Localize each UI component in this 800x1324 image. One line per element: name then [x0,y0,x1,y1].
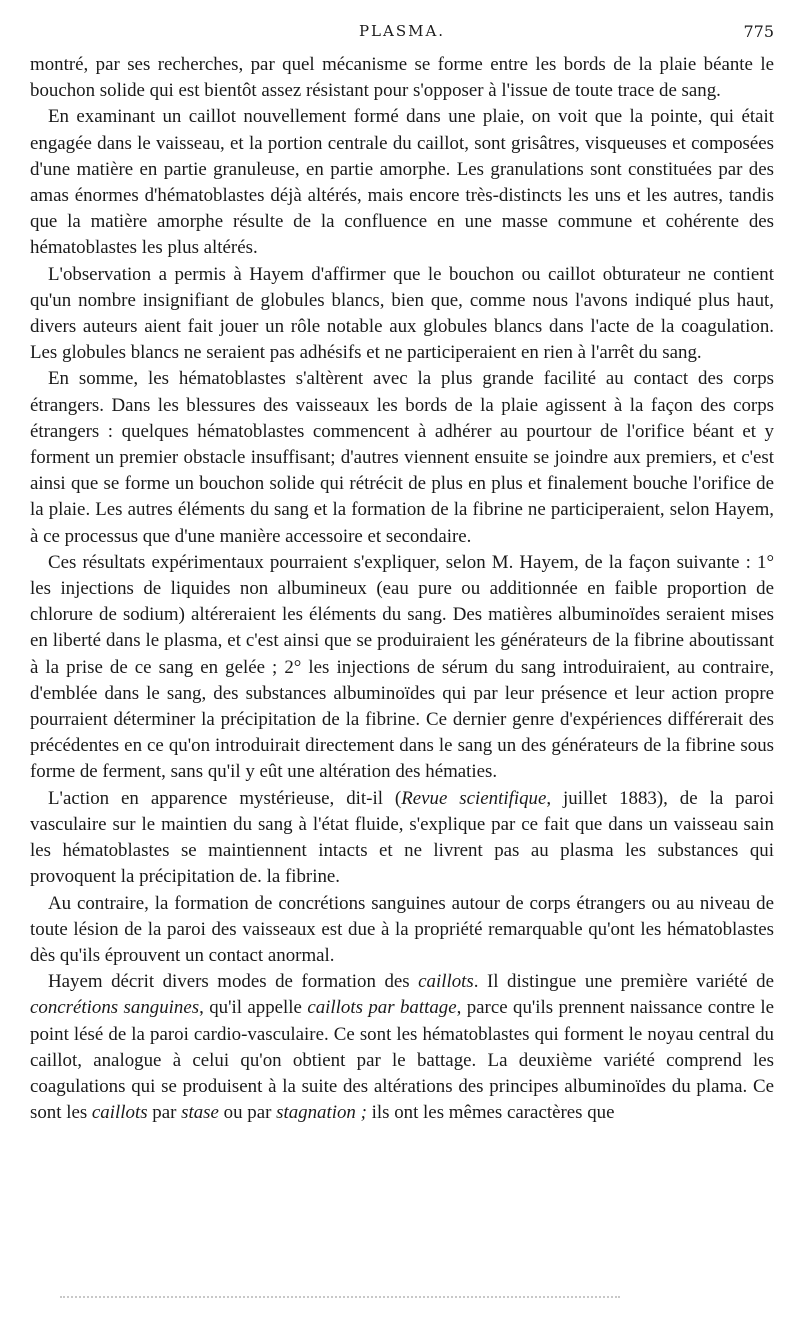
text-run: , parce qu'ils prennent naissance contre le point lésé de la paroi cardio-vasculaire. Ce sont les hématoblastes qui forment le noyau central du caillot, analogue à celui qu'on obtient par le battage. La deuxième variété comprend les coagulations qui se produisent à la suite des altérations des principes albuminoïdes du plama. Ce sont les [30,997,774,1124]
running-head [30,22,774,52]
italic-term: caillots [91,1102,148,1124]
running-title: PLASMA. [358,22,446,40]
text-run: ou par [218,1102,277,1124]
page-number: 775 [743,22,774,41]
paragraph: L'observation a permis à Hayem d'affirmer que le bouchon ou caillot obturateur ne contient qu'un nombre insignifiant de globules blancs, bien que, comme nous l'avons indiqué plus haut, divers auteurs aient fait jouer un rôle notable aux globules blancs dans l'acte de la coagulation. Les globules blancs ne seraient pas adhésifs et ne participeraient en rien à l'arrêt du sang. [30,263,774,364]
italic-term: concrétions sanguines [30,997,200,1019]
paragraph [30,969,774,1126]
paragraph: Ces résultats expérimentaux pourraient s'expliquer, selon M. Hayem, de la façon suivante : 1° les injections de liquides non albumineux (eau pure ou additionnée en faible proportion de chlorure de sodium) altéreraient les éléments du sang. Des matières albuminoïdes seraient mises en liberté dans le plasma, et c'est ainsi que se produiraient les générateurs de la fibrine aboutissant à la prise de ce sang en gelée ; 2° les injections de sérum du sang introduiraient, au contraire, d'emblée dans le sang, des substances albuminoïdes qui par leur présence et leur action propre pourraient déterminer la précipitation de la fibrine. Ce dernier genre d'expériences différerait des précédentes en ce qu'on introduirait directement dans le sang un des générateurs de la fibrine sous forme de ferment, sans qu'il y eût une altération des hématies. [30,551,774,783]
paragraph: Au contraire, la formation de concrétions sanguines autour de corps étrangers ou au niveau de toute lésion de la paroi des vaisseaux est due à la propriété remarquable qu'ont les hématoblastes dès qu'ils éprouvent un contact anormal. [30,892,774,966]
text-run: , juillet 1883), de la paroi vasculaire sur le maintien du sang à l'état fluide, s'explique par ce fait que dans un vaisseau sain les hématoblastes se maintiennent intacts et ne livrent pas au plasma les substances qui provoquent la précipitation de. la fibrine. [30,787,774,888]
text-run: L'action en apparence mystérieuse, dit-il ( [48,787,402,809]
text-run: ils ont les mêmes caractères que [366,1102,615,1124]
italic-term: stagnation ; [276,1102,367,1124]
text-run: . Il distingue une première variété de [473,971,774,993]
body-text [30,52,774,1126]
italic-term: caillots [418,971,474,993]
paragraph [30,786,774,891]
text-run: Hayem décrit divers modes de formation des [48,971,419,993]
text-run: , qu'il appelle [199,997,308,1019]
bleed-through-dots [60,1296,620,1300]
paragraph: montré, par ses recherches, par quel mécanisme se forme entre les bords de la plaie béante le bouchon solide qui est bientôt assez résistant pour s'opposer à l'issue de toute trace de sang. [30,54,774,102]
italic-term: stase [181,1102,219,1124]
book-page [30,22,774,1126]
italic-term: caillots par battage [307,997,457,1019]
paragraph: En somme, les hématoblastes s'altèrent avec la plus grande facilité au contact des corps étrangers. Dans les blessures des vaisseaux les bords de la plaie agissent à la façon des corps étrangers : quelques hématoblastes commencent à adhérer au pourtour de l'orifice béant et y forment un premier obstacle insuffisant; d'autres viennent ensuite se joindre aux premiers, et c'est ainsi que se forme un bouchon solide qui rétrécit de plus en plus et finalement bouche l'orifice de la plaie. Les autres éléments du sang et la formation de la fibrine ne participeraient, selon Hayem, à ce processus que d'une manière accessoire et secondaire. [30,368,774,547]
paragraph: En examinant un caillot nouvellement formé dans une plaie, on voit que la pointe, qui était engagée dans le vaisseau, et la portion centrale du caillot, sont grisâtres, visqueuses et composées d'une matière en partie granuleuse, en partie amorphe. Les granulations sont constituées par des amas énormes d'hématoblastes déjà altérés, mais encore très-distincts les uns et les autres, tandis que la matière amorphe résulte de la confluence en une masse commune et cohérente des hématoblastes les plus altérés. [30,106,774,259]
text-run: par [147,1102,182,1124]
journal-title: Revue scientifique [401,787,547,809]
